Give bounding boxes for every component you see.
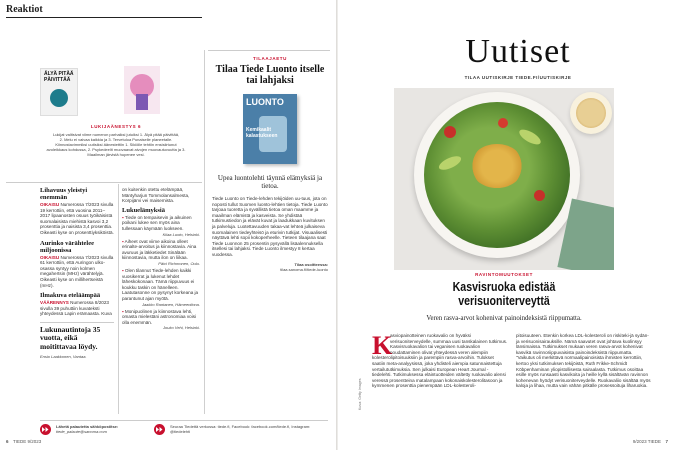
- correction-lead-2: OIKAISU: [40, 254, 60, 260]
- issue-label: 9/2023 TIEDE: [632, 439, 661, 444]
- feedback-heading: Lukuelämyksiä: [122, 206, 165, 214]
- section-title: Uutiset: [465, 33, 571, 70]
- magazine-cover-thumb: [40, 68, 78, 116]
- reader-vote-line-1: Lukijat valitsivat viime numeron parhaiksi jutuiksi 1. Älyä pitää päivittää,: [52, 132, 180, 137]
- cover-art: [50, 89, 68, 107]
- correction-text-3: [40, 300, 114, 317]
- salad-photo: [394, 88, 614, 270]
- divider: [6, 182, 202, 183]
- article-column-1: asviopainotteinen ruokavalio on hyväksi verisuoniterveydelle, summaa uusi tanskalainen tutkimus. Kasvisruokavalion tai veganisen ruokavalion noudattaminen olivat yhteydessä veren alempiin kolesterolipitoisuuksiin ja parempiin rasva-arvoihin. Tulokset saatiin meta-analyysissä, joka yhdisteli aiempia satunnaistettuja vertailututkimuksia. Sen julkaisi European Heart Journal -tiedelehti. Tutkimuksessa eläintuotteiden vältetty ruokavalio alensi veressä prosentteina matalampaan kokonaiskolesterolitasoon ja kymmenen prosenttia pienempään LDL-kolesteroli-: [372, 333, 508, 389]
- reader-feedback-column: [122, 187, 200, 330]
- subscription-body: Tiede Luonto on Tiede-lehden tekijöiden uu-tuus, jota on noposti tullut Suomen luonto-lehtien tietoja. Tiede Luonto tarjoaa tuoretta ja syvällistä tietoa oman maamme ja maailman elämistä ja kasveista. Se yhdistää tutkimustiedon ja elävät kuvat ja laadukkaan kuvituksen ja palveluja. Luotettavuuden takaa-vat lehteä julkaiseva suomalainen tiedeyhteisö ja eturivin tutkijat. Visuaalisesti näyttävä lehti sopii kokoperheelle. Tieteen tilaajana saat Tiede Luonnon 25 prosentin pysyvällä lisäalennuksella itsellesi tai lahjaksi. Tiede Luonto ilmestyy 8 kertaa vuodessa.: [212, 196, 328, 257]
- drop-cap: K: [372, 331, 393, 360]
- correction-heading-1: Lihavuus yleistyi enemmän: [40, 187, 88, 201]
- feedback-text: Olen tilannut Tiede-lehden kaikki vuosikerrat ja lukenut lehdet läheskokonaan. Tämä riippuvuus ei koukku taskin on hänelleen. Laatutasonne on pysynyt korkeana ja parantunut ajan myötä.: [122, 267, 199, 301]
- feedback-email[interactable]: tiede_palaute@sanoma.com: [56, 429, 107, 434]
- divider: [208, 50, 330, 51]
- correction-body-2: Numerossa 7/2023 sivulla 61 kerrottiin, että Auringon ulko-osassa syntyy noin kolmen megahertsin (MHz) värähtelyjä. Oikeasti kyse on millihertseistä (mHz).: [40, 254, 114, 288]
- article-kicker: RAVINTOMUUTOKSET: [475, 272, 533, 277]
- magazine-cover: [243, 94, 297, 164]
- bullet-icon: ▪: [122, 238, 124, 244]
- chickpeas: [470, 144, 524, 188]
- tomato: [444, 126, 456, 138]
- feedback-text: Tiede on tempaisevin ja aikuinen poikani lukee sen myös aina tullessaan käymään luokseen.: [122, 214, 192, 231]
- purple-figure-art: [136, 94, 148, 110]
- subscription-title: Tilaa Tiede Luonto itselle tai lahjaksi: [215, 64, 325, 86]
- tomato: [534, 190, 545, 201]
- feedback-item: [122, 239, 200, 261]
- subscription-column: [212, 56, 328, 272]
- follow-online-text: Seuraa Tiedettä verkossa: tiede.fi, Facebook: facebook.com/tiede.fi, Instagram: @tiedelehti: [170, 424, 311, 434]
- feedback-signature: Päivi Richmonen, Oulu.: [158, 260, 200, 266]
- cashews: [576, 98, 606, 128]
- web-icon: [154, 424, 165, 435]
- tomato: [498, 118, 508, 128]
- subscription-tagline: Upea luontolehti täynnä elämyksiä ja tietoa.: [217, 174, 323, 190]
- article-deck: Veren rasva-arvot kohenivat painoindeksistä riippumatta.: [426, 315, 582, 322]
- correction-body-1: Numerossa 7/2023 sivulla 19 kerrottiin, että vuosina 2011–2017 lipaanosten osuus työikäisistä suomalaisista miehistä kasvoi 3,2 prosenttia ja naisista 3,4 prosenttia. Oikeasti kyse on prosenttiyksiköistä.: [40, 202, 114, 235]
- footer-rule: [40, 420, 328, 421]
- feedback-signature: Jaakko Rantanen, Hämeenlinna.: [141, 301, 200, 307]
- cover-title: ÄLYÄ PITÄÄ PÄIVITTÄÄ: [44, 71, 74, 83]
- corrections-column: [40, 187, 114, 359]
- reader-vote-line-2: 2. Melu ei vaivaa kaikkia ja 3. Tervetuloa Punaiselle planeetalle.: [59, 137, 173, 142]
- drop-cap-spacer: [372, 333, 390, 355]
- feedback-continued: on kuitenkin otettu etelämpää, Mäntyharjun Tommolansalmesta, Korpijärvi vei maisemista.: [122, 187, 190, 204]
- bullet-icon: ▪: [122, 308, 124, 314]
- feedback-text: Monipuolinen ja kiinnostava lehti, omasta mielestäni astronomiaa voisi olla enemmän.: [122, 308, 197, 325]
- reader-vote-line-4: avoleikkaus kohdussa, 2. Psykedeelit muovaavat aivojen muovautuvuutta ja 3.: [46, 147, 186, 152]
- divider: [40, 322, 114, 323]
- section-rule: [6, 17, 202, 18]
- page-number: 7: [665, 439, 668, 444]
- photo-credit: Kuva: Getty Images: [358, 378, 362, 410]
- feedback-text: Aiheet ovat viime aikoina olleet erinalte-arvoitus ja kiinnostavia. Aina avuruus ja läkketiedet Sinälään kiinnostavia, mutta ilon on liikaa.: [122, 238, 197, 261]
- reader-quote-signature: Ensio Laakkonen, Vantaa.: [40, 354, 87, 360]
- magazine-brand: LUONTO: [246, 97, 284, 107]
- correction-heading-2: Aurinko värähtelee miljoonissa: [40, 239, 94, 254]
- magazine-headline: Kemikaalit kalastukseen: [246, 127, 278, 139]
- reader-quote: Lukunautintoja 35 vuotta, eikä moitittavaa löydy.: [40, 324, 101, 351]
- reader-vote-block: [40, 66, 192, 156]
- correction-lead-3: VÄÄRENNYS: [40, 300, 69, 306]
- page-number: 6: [6, 439, 9, 444]
- correction-text-1: [40, 202, 114, 236]
- feedback-signature: Kiiaa Luoto, Helsinki.: [162, 231, 200, 237]
- bullet-icon: ▪: [122, 214, 124, 220]
- feedback-item: [122, 309, 200, 326]
- subscription-order-label: Tilaa osoitteessa:: [294, 261, 328, 267]
- right-page: [338, 0, 674, 450]
- reader-vote-line-3: Kiinnostavimmiksi uutisiksi äänestettiin 1. Sikiölle tehtiin ensisiirtunut: [55, 142, 177, 147]
- feedback-item: [122, 268, 200, 302]
- left-page: [0, 0, 336, 450]
- subscription-kicker: TILAAJAETU: [253, 56, 287, 61]
- correction-body-3: Numerossa 8/2023 sivulla 39 puhuttiin kuvateksti yhteydessä Lapin erämaasta. Kuva: [40, 300, 112, 317]
- subscription-order-url[interactable]: tilaa.sanoma.fi/tiede-luonto: [280, 266, 328, 272]
- correction-lead-1: OIKAISU: [40, 202, 60, 207]
- email-icon: [40, 424, 51, 435]
- feedback-email-lead: Lähetä palautetta sähköpostitse:: [56, 424, 119, 429]
- column-rule: [204, 50, 205, 414]
- newsletter-cta[interactable]: TILAA UUTISKIRJE TIEDE.FI/UUTISKIRJE: [464, 75, 572, 80]
- reader-vote-label: LUKIJAÄNESTYS 6: [90, 124, 142, 129]
- feedback-item: [122, 215, 200, 232]
- reader-vote-line-5: Maailman järvistä hupenee vesi.: [87, 152, 145, 157]
- feedback-signature: Jouko Vehi, Helsinki.: [163, 325, 200, 331]
- bullet-icon: ▪: [122, 267, 124, 273]
- correction-heading-3: Ilmakuva eteläämpää: [40, 292, 101, 300]
- feature-art-thumb: [124, 66, 160, 114]
- issue-label: TIEDE 9/2023: [13, 439, 42, 444]
- article-column-2: pitoisuuteen. Etenkin korkea LDL-kolesteroli on riskiteki-jä sydän- ja verisuonisairauksille. Nämä saavutet ovat johtava kuolinsyy länsimaissa. Tutkimukset mukaan veren rasva-arvot kohenivat kasvikä ravinnoriippuvaisista painoindeksistä riippumatta. "Vaikutus oli merkittävä normaalipainoisista ihmisten kerrottiin, kertoo yksi tutkimuksen tekijöistä, Ruth Frikke-Schmidt Köbpenhaminan yliopistollisesta sairaalasta. Tutkimus osoittaa esille myös runsaasti kasvikoita ja heille kyllä sisältävän ravinnon kohenevan hyödyt verisuoniterveydelle. Ruokavaliio sisältää myös kaloja ja lihaa, mutta vain vähän pitkälle prosessoituja liharuokia.: [516, 333, 651, 389]
- column-rule: [118, 184, 119, 414]
- article-headline: Kasvisruoka edistää verisuoniterveyttä: [452, 280, 556, 308]
- section-label: Reaktiot: [6, 4, 43, 15]
- correction-text-2: [40, 255, 114, 289]
